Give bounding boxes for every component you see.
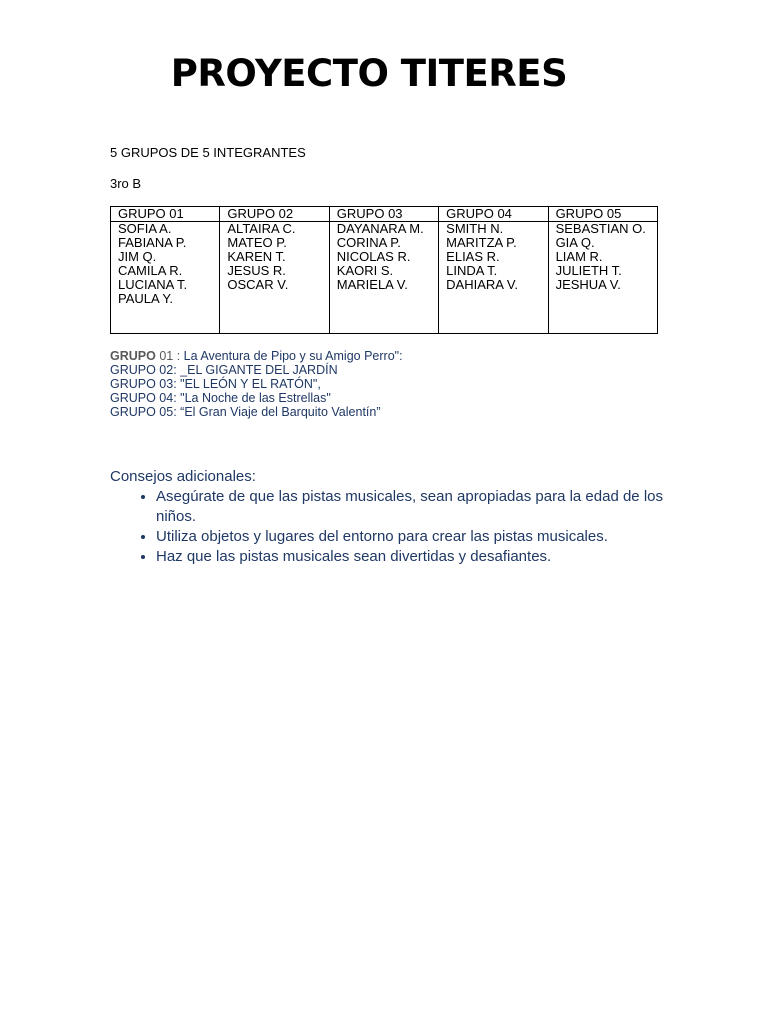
assignment-line: [110, 363, 403, 377]
member-name: OSCAR V.: [227, 277, 289, 292]
assignment-label: GRUPO 04:: [110, 391, 177, 405]
tips-list: [110, 487, 666, 567]
assignment-line: [110, 391, 403, 405]
assignment-number: 01 :: [155, 349, 181, 363]
tip-item: • Utiliza objetos y lugares del entorno para crear las pistas musicales.: [156, 527, 666, 547]
group-header: GRUPO 03: [329, 207, 438, 222]
story-assignments: [110, 349, 403, 419]
member-name: ALTAIRA C.: [227, 221, 296, 236]
member-name: JULIETH T.: [555, 263, 622, 278]
group-members-cell: [548, 222, 657, 334]
page-title: PROYECTO TITERES: [170, 52, 568, 95]
assignment-label: GRUPO: [110, 349, 156, 363]
assignment-label: GRUPO 03:: [110, 377, 177, 391]
assignment-label: GRUPO 02:: [110, 363, 177, 377]
member-name: LINDA T.: [446, 263, 498, 278]
member-name: ELIAS R.: [446, 249, 500, 264]
groups-table: [110, 206, 658, 334]
group-members-cell: [439, 222, 548, 334]
class-name: 3ro B: [110, 176, 142, 191]
group-members-cell: [220, 222, 329, 334]
assignment-line: [110, 377, 403, 391]
member-name: JIM Q.: [118, 249, 157, 264]
assignment-label: GRUPO 05:: [110, 405, 177, 419]
assignment-story: "EL LEÓN Y EL RATÓN",: [176, 377, 321, 391]
member-name: KAREN T.: [227, 249, 286, 264]
tip-item: • Asegúrate de que las pistas musicales, sean apropiadas para la edad de los niños.: [156, 487, 666, 527]
groups-subtitle: 5 GRUPOS DE 5 INTEGRANTES: [110, 145, 306, 160]
member-name: NICOLAS R.: [336, 249, 411, 264]
member-name: DAYANARA M.: [336, 221, 424, 236]
group-members-cell: [329, 222, 438, 334]
member-name: JESHUA V.: [555, 277, 621, 292]
member-name: PAULA Y.: [118, 291, 173, 306]
member-name: CORINA P.: [336, 235, 401, 250]
assignment-line: [110, 405, 403, 419]
group-header: GRUPO 05: [548, 207, 657, 222]
group-header: GRUPO 02: [220, 207, 329, 222]
member-name: SMITH N.: [446, 221, 504, 236]
group-header: GRUPO 01: [111, 207, 220, 222]
member-name: MATEO P.: [227, 235, 287, 250]
member-name: MARITZA P.: [446, 235, 517, 250]
member-name: GIA Q.: [555, 235, 595, 250]
tips-heading: Consejos adicionales:: [110, 468, 256, 485]
assignment-story: "La Noche de las Estrellas": [176, 391, 331, 405]
member-name: SOFIA A.: [118, 221, 172, 236]
member-name: KAORI S.: [336, 263, 394, 278]
assignment-story: “El Gran Viaje del Barquito Valentín”: [176, 405, 381, 419]
table-header-row: [111, 207, 658, 222]
assignment-story: _EL GIGANTE DEL JARDÍN: [176, 363, 338, 377]
assignment-story: La Aventura de Pipo y su Amigo Perro":: [180, 349, 403, 363]
additional-tips: [110, 467, 666, 567]
member-name: JESUS R.: [227, 263, 286, 278]
group-members-cell: [111, 222, 220, 334]
table-row: [111, 222, 658, 334]
member-name: SEBASTIAN O.: [555, 221, 646, 236]
assignment-line: [110, 349, 403, 363]
member-name: LIAM R.: [555, 249, 603, 264]
tip-item: • Haz que las pistas musicales sean divertidas y desafiantes.: [156, 547, 666, 567]
member-name: LUCIANA T.: [118, 277, 188, 292]
member-name: DAHIARA V.: [446, 277, 518, 292]
member-name: CAMILA R.: [118, 263, 183, 278]
member-name: FABIANA P.: [118, 235, 187, 250]
group-header: GRUPO 04: [439, 207, 548, 222]
member-name: MARIELA V.: [336, 277, 408, 292]
